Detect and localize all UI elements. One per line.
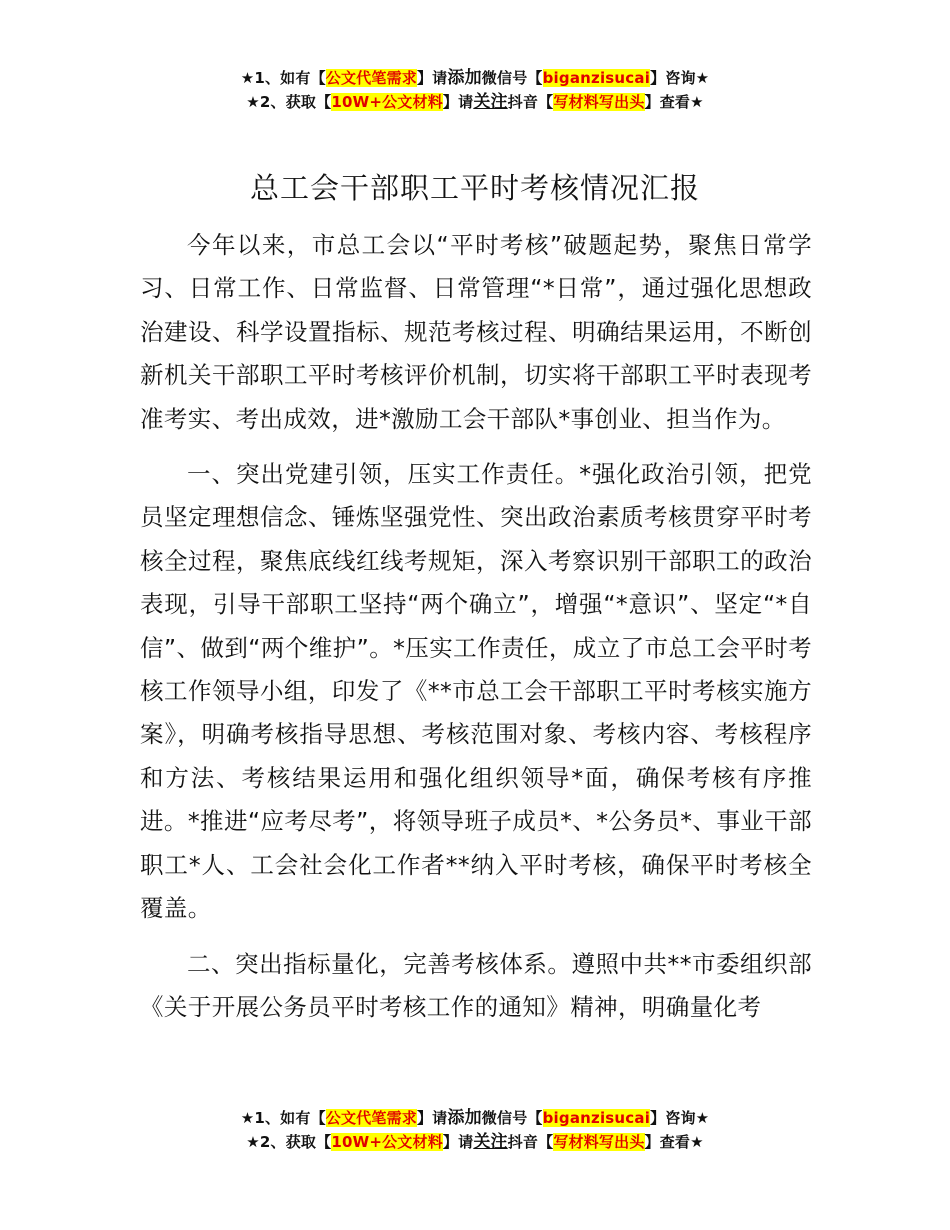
promo-highlight: 10W+公文材料 <box>331 93 443 111</box>
paragraph: 一、突出党建引领，压实工作责任。*强化政治引领，把党员坚定理想信念、锤炼坚强党性、突出政治素质考核贯穿平时考核全过程，聚焦底线红线考规矩，深入考察识别干部职工的政治表现，引导干部职工坚持“两个确立”，增强“*意识”、坚定“*自信”、做到“两个维护”。*压实工作责任，成立了市总工会平时考核工作领导小组，印发了《**市总工会干部职工平时考核实施方案》，明确考核指导思想、考核范围对象、考核内容、考核程序和方法、考核结果运用和强化组织领导*面，确保考核有序推进。*推进“应考尽考”，将领导班子成员*、*公务员*、事业干部职工*人、工会社会化工作者**纳入平时考核，确保平时考核全覆盖。 <box>140 460 812 923</box>
promo-highlight: 写材料写出头 <box>553 93 645 111</box>
promo-text: 】请 <box>442 1133 474 1151</box>
promo-text: 】请 <box>442 93 474 111</box>
paragraph: 二、突出指标量化，完善考核体系。遵照中共**市委组织部《关于开展公务员平时考核工作的通知》精神，明确量化考 <box>140 949 812 1021</box>
promo-text: 抖音【 <box>507 1133 554 1151</box>
promo-text: 微信号【 <box>481 69 543 87</box>
promo-text: ★2、获取【 <box>246 93 332 111</box>
document-body <box>140 224 812 1041</box>
promo-text: 】咨询★ <box>650 1109 710 1127</box>
promo-line-1 <box>0 1106 950 1130</box>
promo-banner-bottom <box>0 1106 950 1154</box>
promo-text: ★1、如有【 <box>240 69 326 87</box>
promo-highlight: 公文代笔需求 <box>325 1109 417 1127</box>
promo-highlight: biganzisucai <box>542 69 651 87</box>
promo-text: ★1、如有【 <box>240 1109 326 1127</box>
promo-highlight: 公文代笔需求 <box>325 69 417 87</box>
promo-text: 添加 <box>447 68 482 88</box>
promo-text: ★2、获取【 <box>246 1133 332 1151</box>
promo-line-2 <box>0 90 950 114</box>
promo-text: 抖音【 <box>507 93 554 111</box>
promo-highlight: 写材料写出头 <box>553 1133 645 1151</box>
document-title: 总工会干部职工平时考核情况汇报 <box>249 171 700 205</box>
promo-text: 】查看★ <box>644 1133 704 1151</box>
promo-text: 】请 <box>416 1109 448 1127</box>
promo-text: 】请 <box>416 69 448 87</box>
promo-highlight: 10W+公文材料 <box>331 1133 443 1151</box>
promo-highlight: biganzisucai <box>542 1109 651 1127</box>
paragraph: 今年以来，市总工会以“平时考核”破题起势，聚焦日常学习、日常工作、日常监督、日常管理“*日常”，通过强化思想政治建设、科学设置指标、规范考核过程、明确结果运用，不断创新机关干部职工平时考核评价机制，切实将干部职工平时表现考准考实、考出成效，进*激励工会干部队*事创业、担当作为。 <box>140 231 812 433</box>
promo-text: 】咨询★ <box>650 69 710 87</box>
promo-text: 添加 <box>447 1108 482 1128</box>
promo-text: 关注 <box>473 92 508 112</box>
promo-line-2 <box>0 1130 950 1154</box>
promo-text: 关注 <box>473 1132 508 1152</box>
promo-banner-top <box>0 66 950 114</box>
promo-text: 】查看★ <box>644 93 704 111</box>
promo-line-1 <box>0 66 950 90</box>
promo-text: 微信号【 <box>481 1109 543 1127</box>
